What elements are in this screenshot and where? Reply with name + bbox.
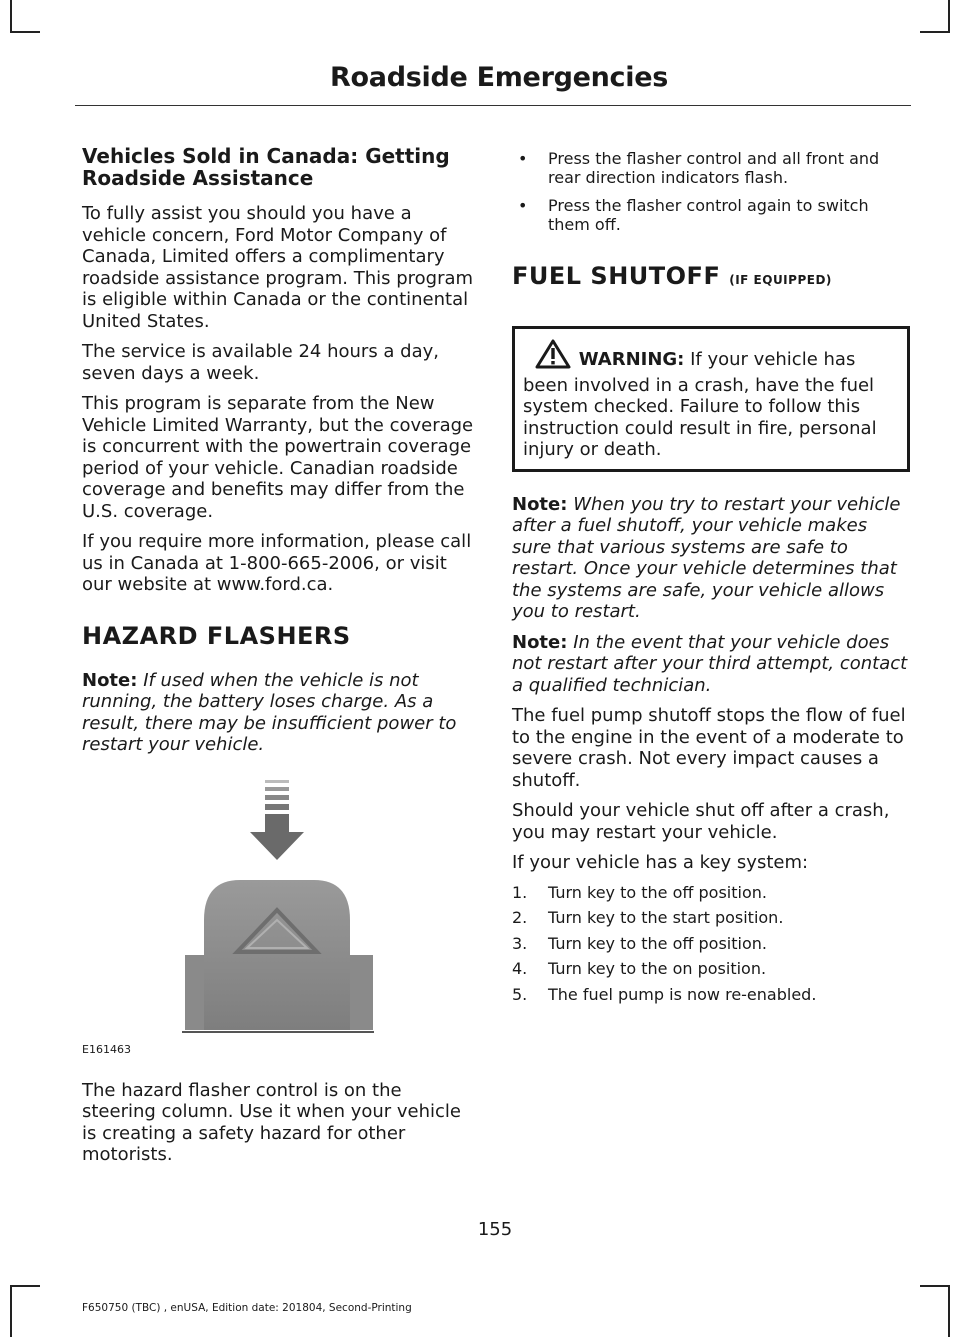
note <box>82 670 477 756</box>
note-label: Note: <box>512 493 568 515</box>
page-header-title: Roadside Emergencies <box>330 62 668 93</box>
warning-text: If your vehicle has been involved in a crash, have the fuel system checked. Failure to follow this instruction could result in fire, personal injury or death. <box>523 349 877 460</box>
paragraph: If your vehicle has a key system: <box>512 852 809 873</box>
note-label: Note: <box>512 631 568 653</box>
heading-text: FUEL SHUTOFF <box>512 262 721 290</box>
step-item <box>512 883 910 902</box>
crop-mark <box>10 1285 40 1287</box>
crop-mark <box>920 31 950 33</box>
warning-box <box>512 326 910 472</box>
bullet-mark: • <box>518 149 528 168</box>
crop-mark <box>10 0 12 32</box>
step-number: 4. <box>512 959 528 978</box>
left-column <box>82 130 477 1175</box>
crop-mark <box>948 0 950 32</box>
paragraph: The hazard flasher control is on the steering column. Use it when your vehicle is creating a safety hazard for other motorists. <box>82 1079 462 1165</box>
step-item <box>512 908 910 927</box>
warning-triangle-icon <box>535 339 571 375</box>
heading-qualifier: (IF EQUIPPED) <box>729 273 832 287</box>
bullet-text: Press the flasher control and all front and rear direction indicators flash. <box>548 149 880 187</box>
note-label: Note: <box>82 669 138 691</box>
paragraph: The service is available 24 hours a day, seven days a week. <box>82 341 440 384</box>
bullet-item <box>512 149 910 187</box>
step-number: 3. <box>512 933 528 953</box>
paragraph: If you require more information, please call us in Canada at 1-800-665-2006, or visit our website at www.ford.ca. <box>82 531 472 595</box>
warning-paragraph <box>523 339 897 461</box>
note-text: If used when the vehicle is not running, the battery loses charge. As a result, there may be insufficient power to restart your vehicle. <box>82 669 457 755</box>
crop-mark <box>948 1285 950 1337</box>
step-item <box>512 959 910 978</box>
section-heading-canada-assistance: Vehicles Sold in Canada: Getting Roadside Assistance <box>82 144 450 190</box>
section-heading-fuel-shutoff <box>512 262 910 290</box>
footer-edition-info: F650750 (TBC) , enUSA, Edition date: 201804, Second-Printing <box>82 1302 412 1314</box>
step-text: The fuel pump is now re-enabled. <box>548 984 817 1004</box>
right-column <box>512 149 910 1010</box>
paragraph: This program is separate from the New Vehicle Limited Warranty, but the coverage is concurrent with the powertrain coverage period of your vehicle. Canadian roadside coverage and benefits may differ from the U.S. coverage. <box>82 393 474 522</box>
paragraph: To fully assist you should you have a vehicle concern, Ford Motor Company of Canada, Limited offers a complimentary roadside assistance program. This program is eligible within Canada or the continental United States. <box>82 203 474 332</box>
step-text: Turn key to the off position. <box>548 882 767 902</box>
step-item <box>512 985 910 1004</box>
note <box>512 494 910 623</box>
bullet-item <box>512 196 910 234</box>
figure-code: E161463 <box>82 1042 131 1056</box>
note <box>512 632 910 697</box>
paragraph: The fuel pump shutoff stops the flow of fuel to the engine in the event of a moderate to severe crash. Not every impact causes a shutoff. <box>512 705 906 791</box>
step-text: Turn key to the off position. <box>548 933 767 953</box>
crop-mark <box>10 31 40 33</box>
step-number: 1. <box>512 882 528 902</box>
step-text: Turn key to the start position. <box>548 908 784 927</box>
hazard-switch-illustration <box>82 770 392 1060</box>
note-text: When you try to restart your vehicle after a fuel shutoff, your vehicle makes sure that various systems are safe to restart. Once your vehicle determines that the systems are safe, your vehicle allows you to restart. <box>512 493 901 622</box>
step-text: Turn key to the on position. <box>548 959 767 978</box>
paragraph: Should your vehicle shut off after a crash, you may restart your vehicle. <box>512 800 890 843</box>
crop-mark <box>10 1285 12 1337</box>
page-number: 155 <box>477 1219 513 1240</box>
step-item <box>512 934 910 953</box>
note-text: In the event that your vehicle does not restart after your third attempt, contact a qualified technician. <box>512 631 908 696</box>
step-number: 5. <box>512 984 528 1004</box>
bullet-mark: • <box>518 196 528 215</box>
header-divider <box>75 105 911 106</box>
section-heading-hazard-flashers: HAZARD FLASHERS <box>82 621 351 650</box>
hazard-switch-icon <box>82 770 392 1060</box>
step-number: 2. <box>512 908 528 927</box>
warning-label: WARNING: <box>578 349 685 370</box>
bullet-text: Press the flasher control again to switch them off. <box>548 196 869 234</box>
crop-mark <box>920 1285 950 1287</box>
